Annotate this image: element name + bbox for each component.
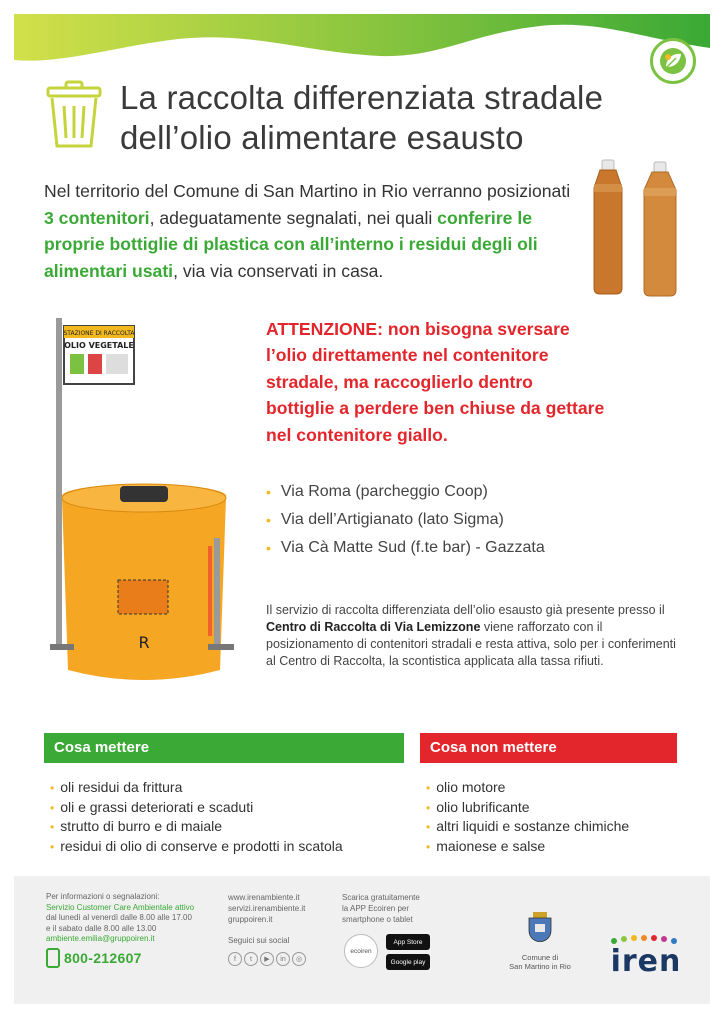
bullet-icon: • xyxy=(266,512,271,528)
comune-text: Comune di xyxy=(521,952,559,962)
linkedin-icon[interactable]: in xyxy=(276,952,290,966)
contact-info xyxy=(46,892,216,945)
list-item xyxy=(50,798,343,818)
cosa-mettere-list xyxy=(50,778,343,856)
service-text-1: Il servizio di raccolta differenziata dell’olio esausto già presente presso il xyxy=(266,603,665,617)
website-link[interactable]: servizi.irenambiente.it xyxy=(228,904,306,913)
footer xyxy=(14,876,710,1004)
intro-text-2: , adeguatamente segnalati, nei quali xyxy=(149,207,438,228)
list-item xyxy=(426,817,629,837)
bullet-icon: • xyxy=(426,781,431,795)
email-link[interactable]: ambiente.emilia@gruppoiren.it xyxy=(46,934,155,943)
service-paragraph xyxy=(266,602,686,670)
bullet-icon: • xyxy=(266,484,271,500)
bullet-icon: • xyxy=(426,800,431,815)
bullet-icon: • xyxy=(266,540,271,556)
list-item xyxy=(50,778,343,798)
intro-paragraph xyxy=(44,178,584,284)
instagram-icon[interactable]: ◎ xyxy=(292,952,306,966)
oil-bottles-image xyxy=(588,158,688,298)
iren-logo xyxy=(606,932,686,979)
phone-number-text: 800-212607 xyxy=(64,950,142,966)
website-link[interactable]: www.irenambiente.it xyxy=(228,893,300,902)
social-label: Seguici sui social xyxy=(228,936,290,945)
bullet-icon: • xyxy=(426,839,431,854)
location-text: Via Roma (parcheggio Coop) xyxy=(280,483,488,500)
app-store-badge[interactable]: App Store xyxy=(386,934,430,950)
info-line: dal lunedì al venerdì dalle 8.00 alle 17.00 xyxy=(46,913,192,922)
item-text: oli residui da frittura xyxy=(60,779,183,795)
intro-text-1: Nel territorio del Comune di San Martino in Rio verranno posizionati xyxy=(44,181,571,201)
list-item xyxy=(266,506,545,534)
list-item xyxy=(426,778,629,798)
app-line: la APP Ecoiren per xyxy=(342,904,410,913)
google-play-badge[interactable]: Google play xyxy=(386,954,430,970)
list-item xyxy=(266,478,545,506)
youtube-icon[interactable]: ▶ xyxy=(260,952,274,966)
ecoiren-app-icon[interactable]: ecoiren xyxy=(344,934,378,968)
phone-icon xyxy=(46,948,60,968)
title-line-2: dell’olio alimentare esausto xyxy=(120,119,524,156)
item-text: residui di olio di conserve e prodotti in scatola xyxy=(60,837,343,854)
intro-highlight-count: 3 contenitori xyxy=(44,207,150,228)
twitter-icon[interactable]: t xyxy=(244,952,258,966)
bullet-icon: • xyxy=(50,800,55,815)
sign-title: OLIO VEGETALE xyxy=(64,341,134,350)
social-links xyxy=(228,952,306,966)
location-text: Via dell’Artigianato (lato Sigma) xyxy=(280,511,504,528)
phone-number[interactable] xyxy=(46,948,142,968)
list-item xyxy=(266,534,545,562)
warning-text: ATTENZIONE: non bisogna sversare l’olio direttamente nel contenitore stradale, ma raccoglierlo dentro bottiglie a perdere ben chiuse da gettare nel contenitore giallo. xyxy=(266,319,605,445)
cosa-non-mettere-list xyxy=(426,778,629,856)
location-text: Via Cà Matte Sud (f.te bar) - Gazzata xyxy=(280,539,545,556)
comune-text: San Martino in Rio xyxy=(509,962,571,971)
app-info xyxy=(342,892,442,925)
app-line: smartphone o tablet xyxy=(342,915,413,924)
page-title xyxy=(120,78,680,158)
intro-text-3: , via via conservati in casa. xyxy=(173,260,384,281)
list-item xyxy=(50,817,343,837)
bullet-icon: • xyxy=(50,820,55,834)
info-line: Servizio Customer Care Ambientale attivo xyxy=(46,902,195,912)
list-item xyxy=(426,798,629,818)
item-text: olio lubrificante xyxy=(436,798,530,815)
info-line: Per informazioni o segnalazioni: xyxy=(46,892,160,901)
cosa-mettere-header: Cosa mettere xyxy=(44,733,404,763)
cosa-non-mettere-header: Cosa non mettere xyxy=(420,733,677,763)
sign-heading: STAZIONE DI RACCOLTA xyxy=(63,330,135,337)
item-text: strutto di burro e di maiale xyxy=(60,818,223,834)
locations-list xyxy=(266,478,545,562)
collection-container-image xyxy=(44,318,254,688)
header-wave xyxy=(0,0,724,80)
bullet-icon: • xyxy=(426,820,431,834)
service-text-2: viene rafforzato con il posizionamento di contenitori stradali e resta attiva, solo per i conferimenti al Centro di Raccolta, la scontistica applicata alla tassa rifiuti. xyxy=(266,620,676,668)
info-line: e il sabato dalle 8.00 alle 13.00 xyxy=(46,923,157,933)
trash-bin-icon xyxy=(44,80,104,150)
facebook-icon[interactable]: f xyxy=(228,952,242,966)
website-link[interactable]: gruppoiren.it xyxy=(228,915,273,924)
item-text: altri liquidi e sostanze chimiche xyxy=(436,818,630,834)
service-highlight: Centro di Raccolta di Via Lemizzone xyxy=(266,620,481,634)
comune-logo xyxy=(502,912,578,972)
title-line-1: La raccolta differenziata stradale xyxy=(120,79,604,116)
bin-letter: R xyxy=(138,633,150,652)
item-text: olio motore xyxy=(436,779,506,795)
crest-icon xyxy=(527,912,553,942)
websites xyxy=(228,892,338,925)
bullet-icon: • xyxy=(50,781,55,795)
list-item xyxy=(426,837,629,857)
intro-highlight-instruction: conferire le proprie bottiglie di plastica con all’interno i residui degli oli alimentari usati xyxy=(44,207,538,281)
item-text: oli e grassi deteriorati e scaduti xyxy=(60,798,254,815)
list-item xyxy=(50,837,343,857)
iren-wordmark: iren xyxy=(610,944,682,979)
bullet-icon: • xyxy=(50,839,55,854)
app-line: Scarica gratuitamente xyxy=(342,893,420,902)
item-text: maionese e salse xyxy=(436,837,546,854)
